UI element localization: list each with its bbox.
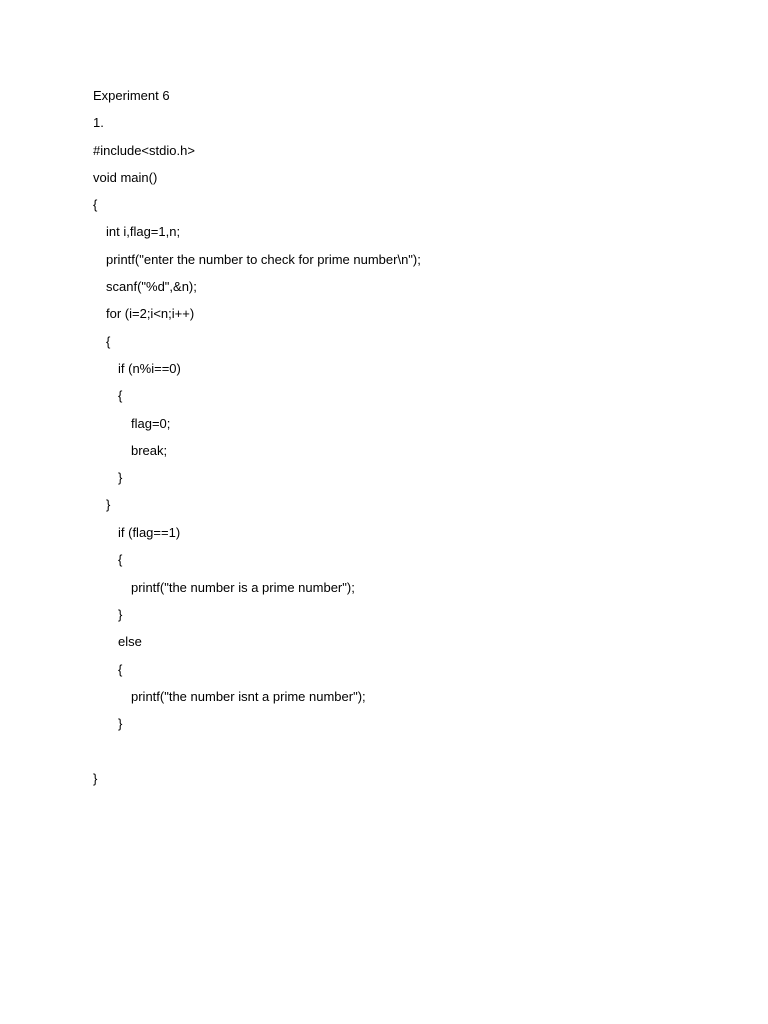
code-line: if (flag==1): [118, 525, 181, 540]
code-line: printf("enter the number to check for prime number\n");: [106, 252, 421, 267]
code-line: printf("the number isnt a prime number");: [131, 689, 366, 704]
code-line: else: [118, 634, 142, 649]
code-line: {: [118, 388, 123, 403]
code-line: }: [106, 497, 111, 512]
code-line: for (i=2;i<n;i++): [106, 306, 195, 321]
code-line: {: [106, 334, 111, 349]
code-line: printf("the number is a prime number");: [131, 580, 355, 595]
code-line: {: [118, 662, 123, 677]
code-line: }: [118, 716, 123, 731]
code-line: {: [118, 552, 123, 567]
code-line: }: [93, 771, 98, 786]
code-line: #include<stdio.h>: [93, 143, 195, 158]
document-heading: Experiment 6: [93, 88, 170, 103]
code-line: void main(): [93, 170, 158, 185]
code-line: }: [118, 607, 123, 622]
code-line: }: [118, 470, 123, 485]
code-line: break;: [131, 443, 168, 458]
code-line: int i,flag=1,n;: [106, 224, 181, 239]
code-line: {: [93, 197, 98, 212]
item-number: 1.: [93, 115, 104, 130]
code-line: scanf("%d",&n);: [106, 279, 197, 294]
code-line: flag=0;: [131, 416, 171, 431]
code-line: if (n%i==0): [118, 361, 181, 376]
